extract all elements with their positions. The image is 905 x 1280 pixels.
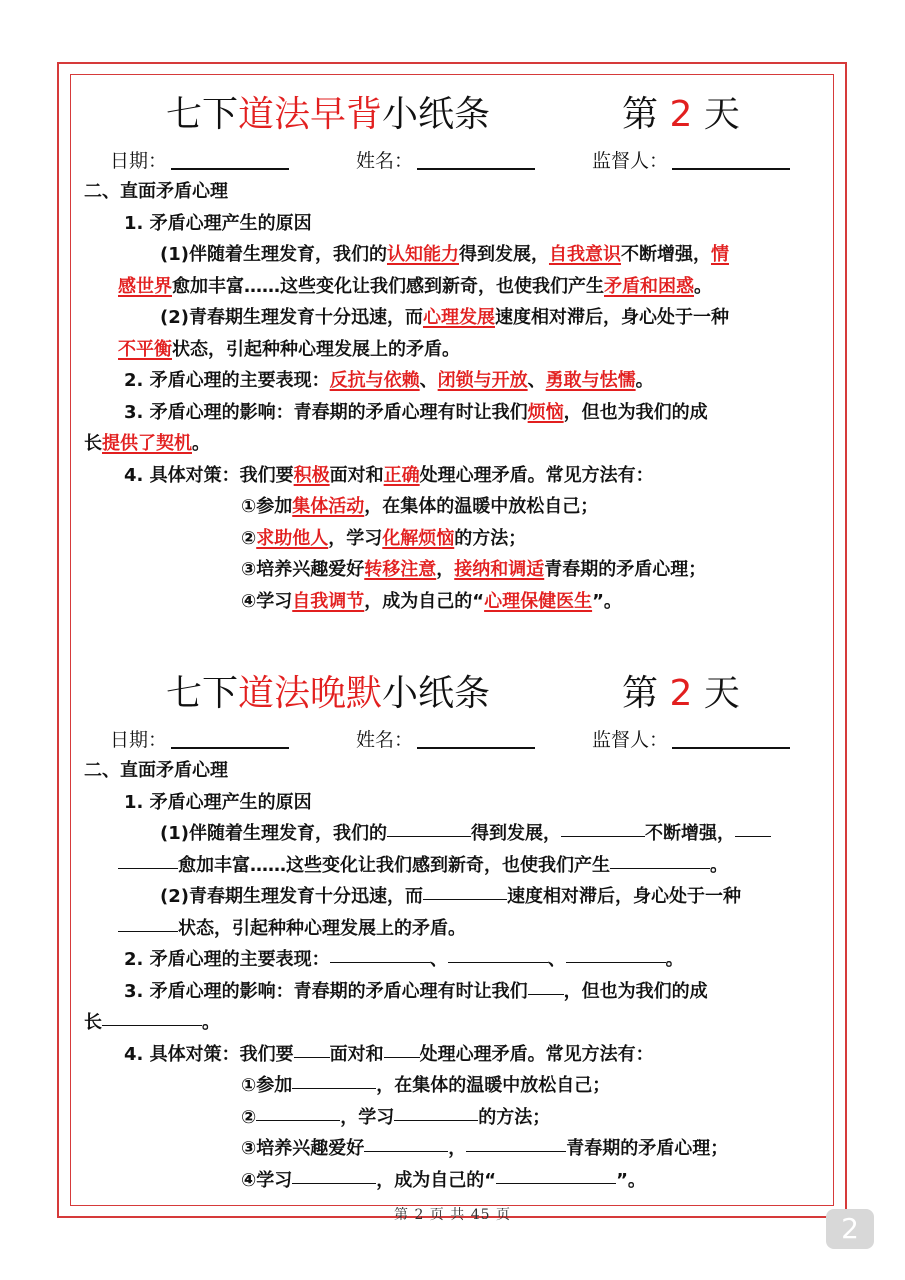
- supervisor-field[interactable]: 监督人：: [592, 725, 790, 755]
- date-field[interactable]: 日期：: [110, 725, 289, 755]
- fill-blank[interactable]: [561, 816, 645, 837]
- fill-blank[interactable]: [566, 942, 666, 963]
- supervisor-line: [672, 146, 790, 170]
- point-4-line: 4. 具体对策：我们要 面对和 处理心理矛盾。常见方法有：: [84, 1039, 824, 1071]
- point-3-line: 3. 矛盾心理的影响：青春期的矛盾心理有时让我们 ，但也为我们的成: [84, 976, 824, 1008]
- fill-blank[interactable]: [102, 1005, 202, 1026]
- info-row: [84, 725, 824, 755]
- point-1-line: (2)青春期生理发育十分迅速，而心理发展速度相对滞后，身心处于一种: [160, 307, 729, 328]
- fill-blank[interactable]: [448, 942, 548, 963]
- method-item: ④学习自我调节，成为自己的“心理保健医生”。: [241, 590, 622, 612]
- method-item: ①参加 ，在集体的温暖中放松自己；: [84, 1070, 824, 1102]
- name-field[interactable]: 姓名：: [356, 725, 535, 755]
- section-heading: 二、直面矛盾心理: [84, 181, 228, 202]
- evening-dictation-section: [84, 663, 824, 1196]
- point-1-heading: 1. 矛盾心理产生的原因: [124, 791, 312, 813]
- method-item: ④学习 ，成为自己的“ ”。: [84, 1165, 824, 1197]
- method-item: ③培养兴趣爱好转移注意，接纳和调适青春期的矛盾心理；: [241, 559, 707, 580]
- name-field[interactable]: 姓名：: [356, 146, 535, 176]
- point-1-line: 愈加丰富……这些变化让我们感到新奇，也使我们产生 。: [84, 850, 824, 882]
- method-item: ③培养兴趣爱好 ， 青春期的矛盾心理；: [84, 1133, 824, 1165]
- page-content: [84, 84, 824, 1196]
- fill-blank[interactable]: [387, 816, 471, 837]
- page-number-badge[interactable]: 2: [826, 1209, 874, 1249]
- point-3-line: 长 。: [84, 1007, 824, 1039]
- fill-blank[interactable]: [528, 974, 564, 995]
- method-item: ②求助他人，学习化解烦恼的方法；: [241, 527, 527, 549]
- section-spacer: [84, 617, 824, 663]
- fill-blank[interactable]: [118, 848, 178, 869]
- fill-blank[interactable]: [496, 1163, 616, 1184]
- section-title-row: [84, 84, 824, 146]
- point-4-line: 4. 具体对策：我们要积极面对和正确处理心理矛盾。常见方法有：: [124, 464, 654, 486]
- morning-recitation-section: [84, 84, 824, 617]
- fill-blank[interactable]: [294, 1037, 330, 1058]
- page-title: 七下道法晚默小纸条: [166, 673, 491, 714]
- fill-blank[interactable]: [735, 816, 771, 837]
- point-2-line: 2. 矛盾心理的主要表现： 、 、 。: [84, 944, 824, 976]
- supervisor-line: [672, 725, 790, 749]
- date-field[interactable]: 日期：: [110, 146, 289, 176]
- page-footer: 第 2 页 共 45 页: [394, 1207, 511, 1223]
- point-1-line: (1)伴随着生理发育，我们的认知能力得到发展，自我意识不断增强，情: [160, 244, 729, 265]
- name-line: [417, 725, 535, 749]
- point-3-line: 长提供了契机。: [84, 433, 210, 454]
- fill-blank[interactable]: [292, 1068, 376, 1089]
- fill-blank[interactable]: [610, 848, 710, 869]
- section-heading: 二、直面矛盾心理: [84, 760, 228, 781]
- point-3-line: 3. 矛盾心理的影响：青春期的矛盾心理有时让我们烦恼，但也为我们的成: [124, 401, 708, 423]
- fill-blank[interactable]: [466, 1131, 566, 1152]
- point-2-line: 2. 矛盾心理的主要表现：反抗与依赖、闭锁与开放、勇敢与怯懦。: [124, 370, 654, 391]
- point-1-line: 感世界愈加丰富……这些变化让我们感到新奇，也使我们产生矛盾和困惑。: [118, 275, 712, 297]
- method-item: ② ，学习 的方法；: [84, 1102, 824, 1134]
- fill-blank[interactable]: [423, 879, 507, 900]
- info-row: [84, 146, 824, 176]
- point-1-line: (1)伴随着生理发育，我们的 得到发展， 不断增强，: [84, 818, 824, 850]
- point-1-line: 不平衡状态，引起种种心理发展上的矛盾。: [118, 338, 460, 360]
- point-1-line: (2)青春期生理发育十分迅速，而 速度相对滞后，身心处于一种: [84, 881, 824, 913]
- date-line: [171, 725, 289, 749]
- fill-blank[interactable]: [292, 1163, 376, 1184]
- page-title: 七下道法早背小纸条: [166, 94, 491, 135]
- fill-blank[interactable]: [256, 1100, 340, 1121]
- fill-blank[interactable]: [330, 942, 430, 963]
- point-1-heading: 1. 矛盾心理产生的原因: [124, 212, 312, 234]
- point-1-line: 状态，引起种种心理发展上的矛盾。: [84, 913, 824, 945]
- date-line: [171, 146, 289, 170]
- day-label: 第 2 天: [622, 94, 740, 135]
- fill-blank[interactable]: [394, 1100, 478, 1121]
- fill-blank[interactable]: [118, 911, 178, 932]
- day-label: 第 2 天: [622, 673, 740, 714]
- fill-blank[interactable]: [364, 1131, 448, 1152]
- fill-blank[interactable]: [384, 1037, 420, 1058]
- section-title-row: [84, 663, 824, 725]
- name-line: [417, 146, 535, 170]
- method-item: ①参加集体活动，在集体的温暖中放松自己；: [241, 496, 599, 517]
- supervisor-field[interactable]: 监督人：: [592, 146, 790, 176]
